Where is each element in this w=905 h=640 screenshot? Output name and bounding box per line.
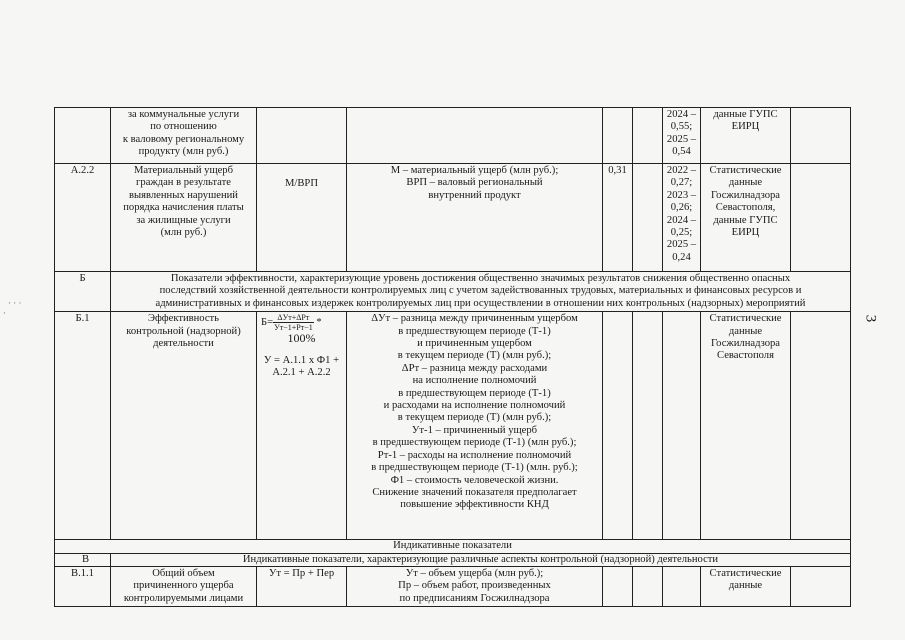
scan-speck: · [3,308,6,318]
code-cell: Б.1 [55,312,111,540]
code-cell: А.2.2 [55,164,111,272]
efficiency-formula: Б= $\frac{\text{ΔУт+ΔРт}}{Ут-1+Рт-1}$ * [261,313,322,333]
indicative-header-row [55,540,851,553]
indicator-name-cell: Материальный ущерб граждан в результате выявленных нарушений порядка начисления платы за жилищные услуги (млн руб.) [111,164,257,272]
source-cell: Статистические данные Госжилнадзора Севастополя [701,312,791,540]
section-row-v [55,553,851,566]
table-row-b1 [55,312,851,540]
code-cell: Б [55,272,111,312]
table-row-a22 [55,164,851,272]
indicator-name-cell: Эффективность контрольной (надзорной) деятельности [111,312,257,540]
code-cell: В [55,553,111,566]
base-value-cell [603,312,633,540]
formula-fraction: $\frac{\text{ΔУт+ΔРт}}{Ут-1+Рт-1}$ [274,313,313,333]
base-value-cell: 0,31 [603,164,633,272]
code-cell [55,108,111,164]
section-title-cell: Показатели эффективности, характеризующие уровень достижения общественно значимых результатов снижения общественно опасных последствий хозяйственной деятельности контролируемых лиц с учетом задействованных трудовых, материальных и финансовых ресурсов и административных и финансовых издержек контролируемых лиц при осуществлении в отношении них контрольных (надзорных) мероприятий [111,272,851,312]
section-row-b [55,272,851,312]
empty-cell [791,164,851,272]
section-title-cell: Индикативные показатели, характеризующие различные аспекты контрольной (надзорной) деятельности [111,553,851,566]
empty-cell [633,108,663,164]
source-cell: Статистические данные [701,567,791,607]
empty-cell [791,108,851,164]
base-value-cell [603,567,633,607]
description-cell: Ут – объем ущерба (млн руб.); Пр – объем работ, произведенных по предписаниям Госжилнадзора [347,567,603,607]
empty-cell [633,164,663,272]
target-values-cell [663,312,701,540]
description-cell: М – материальный ущерб (млн руб.); ВРП – валовый региональный внутренний продукт [347,164,603,272]
empty-cell [791,312,851,540]
target-values-cell [663,567,701,607]
indicator-name-cell: за коммунальные услуги по отношению к валовому региональному продукту (млн руб.) [111,108,257,164]
formula-cell: Б= $\frac{\text{ΔУт+ΔРт}}{Ут-1+Рт-1}$ * 100% У = А.1.1 х Ф1 + А.2.1 + А.2.2 [257,312,347,540]
indicative-title: Индикативные показатели [55,540,851,553]
table-row-continuation [55,108,851,164]
table-row-v11 [55,567,851,607]
empty-cell [633,312,663,540]
source-cell: данные ГУПС ЕИРЦ [701,108,791,164]
empty-cell [791,567,851,607]
formula-cell: Ут = Пр + Пер [257,567,347,607]
formula-cell: М/ВРП [257,164,347,272]
base-value-cell [603,108,633,164]
formula-cell [257,108,347,164]
scan-speck: · · · [8,298,22,308]
indicators-table [54,107,851,607]
empty-cell [633,567,663,607]
description-cell: ΔУт – разница между причиненным ущербом в предшествующем периоде (Т-1) и причиненным ущербом в текущем периоде (Т) (млн руб.); ΔРт – разница между расходами на исполнение полномочий в предшествующем периоде (Т-1) и расходами на исполнение полномочий в текущем периоде (Т) (млн руб.); Ут-1 – причиненный ущерб в предшествующем периоде (Т-1) (млн руб.); Рт-1 – расходы на исполнение полномочий в предшествующем периоде (Т-1) (млн. руб.); Ф1 – стоимость человеческой жизни. Снижение значений показателя предполагает повышение эффективности КНД [347,312,603,540]
code-cell: В.1.1 [55,567,111,607]
page-number: 3 [862,314,879,323]
indicator-name-cell: Общий объем причиненного ущерба контролируемыми лицами [111,567,257,607]
target-values-cell: 2024 – 0,55; 2025 – 0,54 [663,108,701,164]
description-cell [347,108,603,164]
spacer [259,345,344,355]
target-values-cell: 2022 – 0,27; 2023 – 0,26; 2024 – 0,25; 2025 – 0,24 [663,164,701,272]
source-cell: Статистические данные Госжилнадзора Севастополя, данные ГУПС ЕИРЦ [701,164,791,272]
